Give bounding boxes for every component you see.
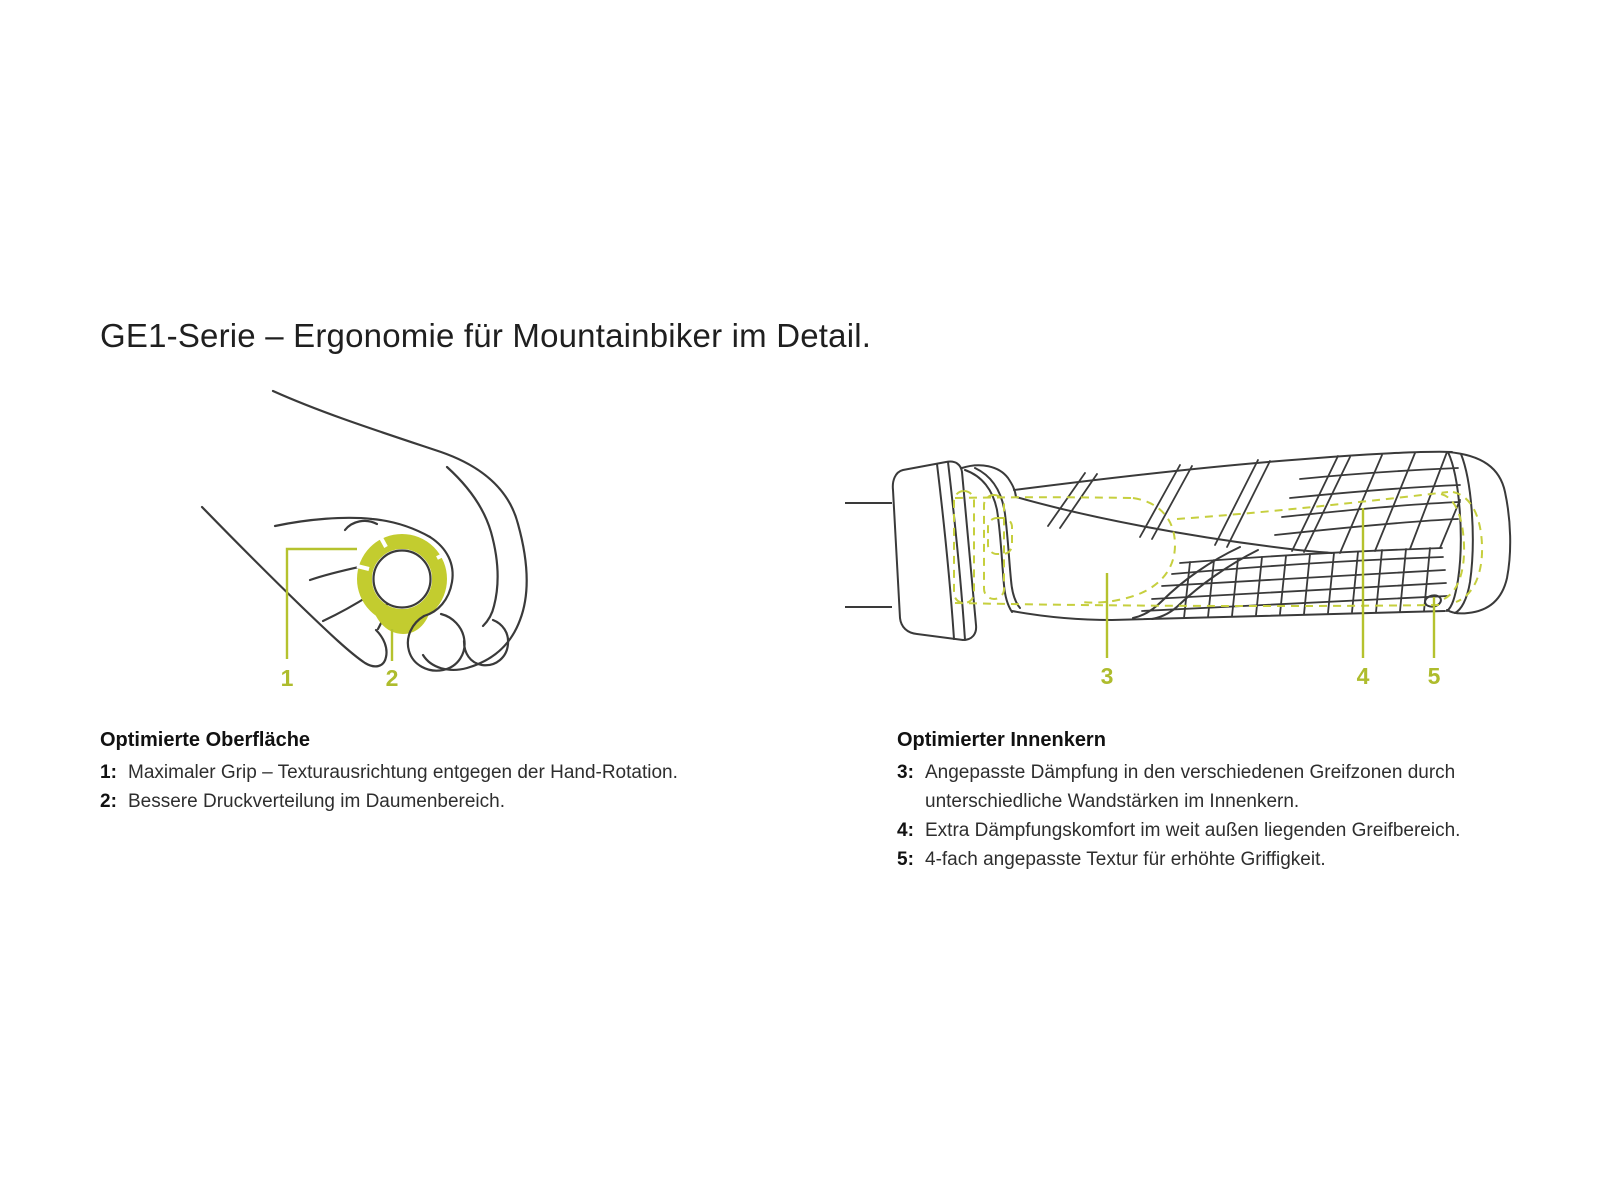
handlebar-lines [845,503,892,607]
callout-1-label: 1 [280,665,294,691]
core-section [897,726,1517,874]
surface-section [100,726,780,816]
item-text: 4-fach angepasste Textur für erhöhte Griffigkeit. [925,849,1326,870]
callout-2-label: 2 [385,665,399,691]
list-item-5 [897,845,1517,874]
item-text: Maximaler Grip – Texturausrichtung entgegen der Hand-Rotation. [128,762,678,783]
item-number: 3: [897,762,914,783]
item-number: 2: [100,791,117,812]
callout-4-label: 4 [1356,663,1370,689]
list-item-3 [897,758,1517,816]
item-number: 1: [100,762,117,783]
grip-side-figure [840,430,1560,700]
item-text: Extra Dämpfungskomfort im weit außen liegenden Greifbereich. [925,820,1461,841]
item-number: 4: [897,820,914,841]
handlebar-tube-outline [374,551,431,608]
surface-heading: Optimierte Oberfläche [100,729,311,751]
callout-3-label: 3 [1100,663,1114,689]
grip-top-texture [1048,452,1460,553]
page-title: GE1-Serie – Ergonomie für Mountainbiker im Detail. [100,317,872,354]
hand-outline [202,391,527,670]
hand-grip-figure [150,370,630,700]
list-item-1 [100,758,780,787]
core-heading: Optimierter Innenkern [897,729,1106,751]
list-item-4 [897,816,1517,845]
callout-5-label: 5 [1427,663,1441,689]
grip-cross-section-highlight [357,536,447,634]
grip-outline [893,452,1510,640]
item-text: Bessere Druckverteilung im Daumenbereich. [128,791,505,812]
item-number: 5: [897,849,914,870]
item-text: Angepasste Dämpfung in den verschiedenen Greifzonen durch [925,762,1456,783]
grip-waffle-texture [1142,548,1447,618]
item-text: unterschiedliche Wandstärken im Innenkern. [925,791,1300,812]
list-item-2 [100,787,780,816]
